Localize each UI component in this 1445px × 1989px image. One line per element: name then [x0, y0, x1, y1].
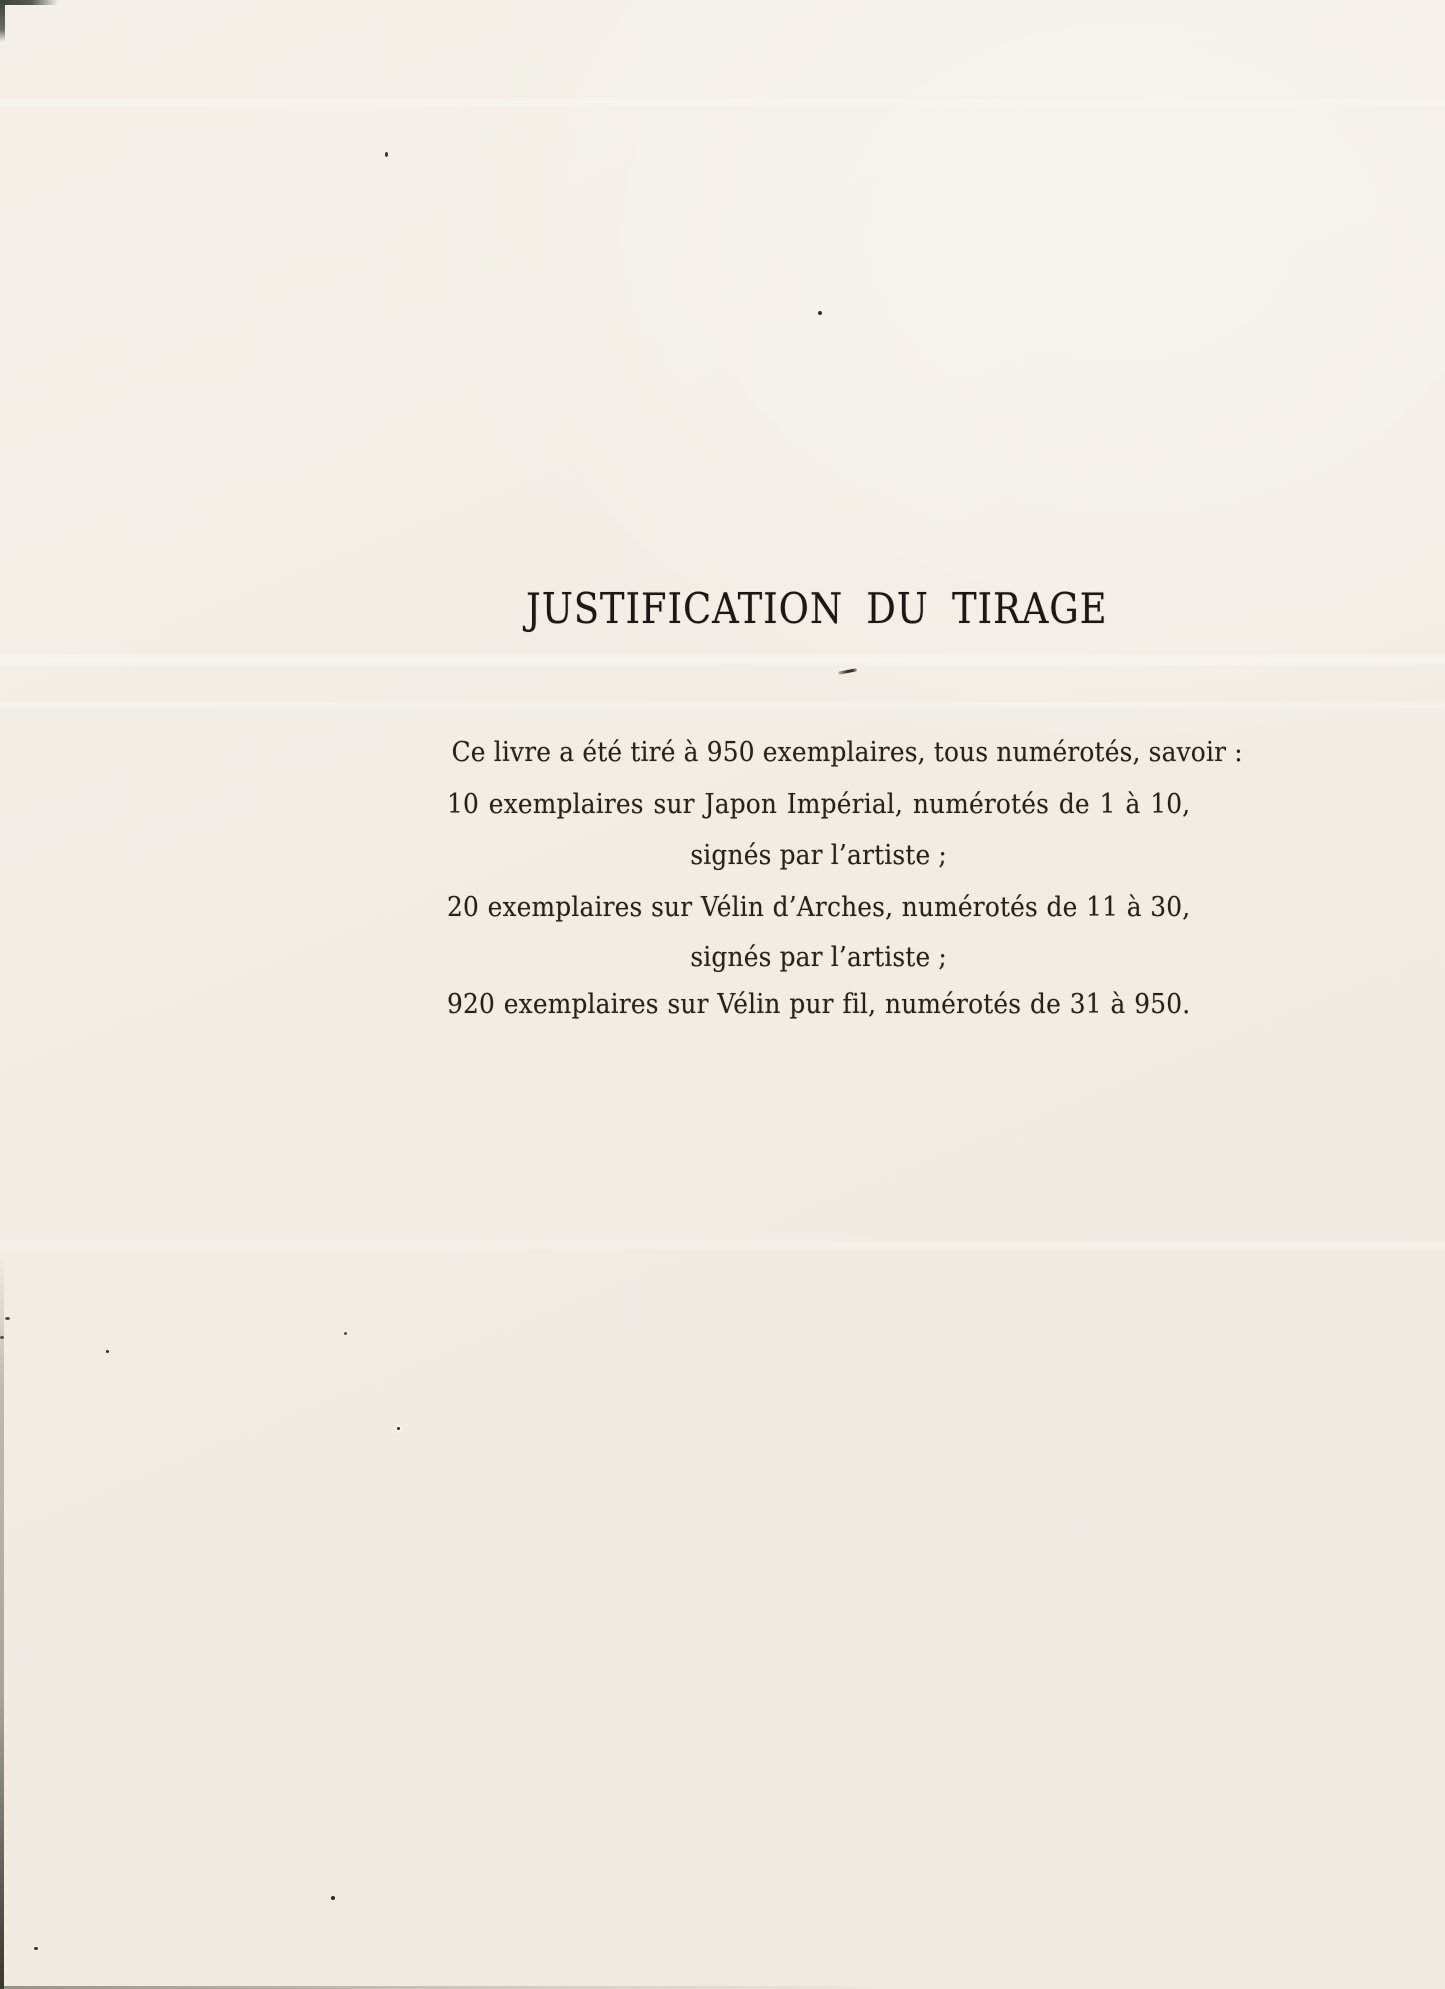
scan-speck	[344, 1332, 347, 1335]
colophon-line-japon: 10 exemplaires sur Japon Impérial, numérotés de 1 à 10,	[447, 789, 1191, 820]
scan-streak	[0, 652, 1445, 668]
scan-streak	[0, 1238, 1445, 1252]
colophon-line-signed: signés par l’artiste ;	[690, 942, 947, 973]
scan-speck	[331, 1896, 335, 1900]
colophon-line-signed: signés par l’artiste ;	[690, 840, 947, 871]
scan-speck	[818, 311, 822, 315]
colophon-line-intro: Ce livre a été tiré à 950 exemplaires, tous numérotés, savoir :	[451, 737, 1243, 768]
scan-speck	[5, 1317, 10, 1320]
scan-streak	[0, 96, 1445, 108]
scan-speck	[397, 1427, 400, 1430]
colophon-line-purfil: 920 exemplaires sur Vélin pur fil, numérotés de 31 à 950.	[447, 989, 1191, 1020]
page-corner-shadow	[0, 0, 5, 42]
scan-speck	[385, 152, 388, 157]
page-corner-shadow	[0, 0, 58, 5]
page-edge-shadow	[0, 1255, 4, 1989]
ornament-dash-icon	[838, 668, 857, 674]
scan-speck	[34, 1947, 38, 1950]
page-title: JUSTIFICATION DU TIRAGE	[526, 584, 1108, 633]
scan-streak	[0, 700, 1445, 710]
scan-speck	[106, 1350, 109, 1353]
colophon-line-arches: 20 exemplaires sur Vélin d’Arches, numérotés de 11 à 30,	[447, 892, 1191, 923]
